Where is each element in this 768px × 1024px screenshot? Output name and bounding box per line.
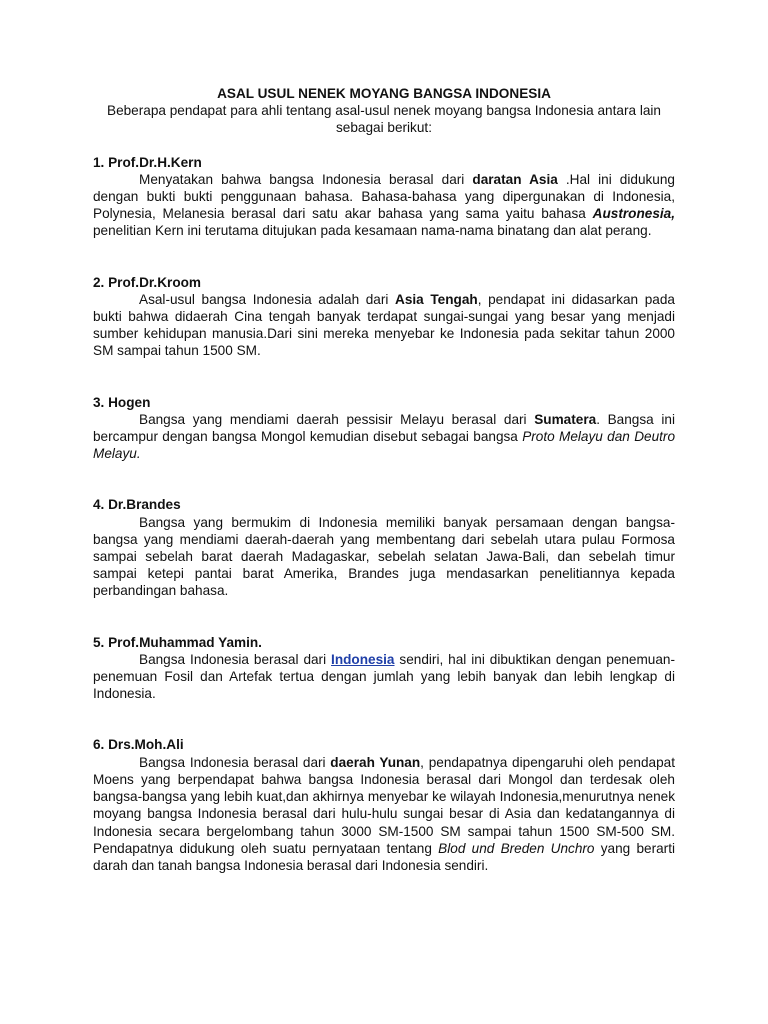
section-heading: 2. Prof.Dr.Kroom <box>93 274 202 290</box>
text-run: . Bangsa ini bercampur dengan bangsa Mongol kemudian disebut sebagai bangsa <box>93 411 675 445</box>
section-brandes <box>93 496 675 599</box>
text-run: penelitian Kern ini terutama ditujukan pada kesamaan nama-nama binatang dan alat perang. <box>93 223 652 239</box>
section-kern <box>93 154 675 240</box>
section-paragraph <box>93 171 675 240</box>
section-heading: 1. Prof.Dr.H.Kern <box>93 154 202 170</box>
section-yamin <box>93 634 675 703</box>
text-run: Menyatakan bahwa bangsa Indonesia berasal dari <box>139 171 473 187</box>
text-run: Bangsa Indonesia berasal dari <box>139 754 331 770</box>
text-run: yang berarti darah dan tanah bangsa Indonesia berasal dari Indonesia sendiri. <box>93 840 676 873</box>
section-paragraph <box>93 291 675 360</box>
section-moh-ali <box>93 736 675 874</box>
section-paragraph <box>93 411 675 463</box>
text-run: Bangsa yang mendiami daerah pessisir Melayu berasal dari <box>139 411 535 427</box>
section-hogen <box>93 394 675 463</box>
section-paragraph <box>93 651 675 703</box>
section-heading: 6. Drs.Moh.Ali <box>93 737 184 753</box>
text-run: .Hal ini didukung dengan bukti bukti penggunaan bahasa. Bahasa-bahasa yang dipergunakan di Indonesia, Polynesia, Melanesia berasal dari satu akar bahasa yang sama yaitu bahasa <box>93 171 675 222</box>
text-run: , pendapatnya dipengaruhi oleh pendapat Moens yang berpendapat bahwa bangsa Indonesia berasal dari Mongol dan terdesak oleh bangsa-bangsa yang lebih kuat,dan akhirnya menyebar ke wilayah Indonesia,menurutnya nenek moyang bangsa Indonesia berasal dari hulu-hulu sungai besar di Asia dan kedatangannya di Indonesia secara bergelombang tahun 3000 SM-1500 SM sampai tahun 1500 SM-500 SM. Pendapatnya didukung oleh suatu pernyataan tentang <box>93 754 675 856</box>
indonesia-link[interactable]: Indonesia <box>331 651 395 667</box>
bold-italic-term: Austronesia, <box>592 206 675 222</box>
bold-term: Asia Tengah <box>395 291 478 307</box>
text-run: sendiri, hal ini dibuktikan dengan penemuan-penemuan Fosil dan Artefak tertua dengan jumlah yang lebih banyak dan lebih lengkap di Indonesia. <box>93 651 675 702</box>
italic-term: Proto Melayu dan Deutro Melayu. <box>93 429 676 462</box>
italic-term: Blod und Breden Unchro <box>438 840 595 856</box>
bold-term: Sumatera <box>534 411 597 427</box>
section-paragraph: Bangsa yang bermukim di Indonesia memiliki banyak persamaan dengan bangsa-bangsa yang mendiami daerah-daerah yang membentang dari sebelah utara pulau Formosa sampai sebelah barat daerah Madagaskar, sebelah selatan Jawa-Bali, dan sebelah timur sampai ketepi pantai barat Amerika, Brandes juga mendasarkan penelitiannya kepada perbandingan bahasa. <box>93 514 675 599</box>
section-paragraph <box>93 754 675 874</box>
bold-term: daratan Asia <box>472 171 558 187</box>
text-run: Bangsa Indonesia berasal dari <box>139 651 332 667</box>
section-kroom <box>93 274 675 360</box>
document-body <box>93 85 675 874</box>
text-run: Asal-usul bangsa Indonesia adalah dari <box>139 291 396 307</box>
section-heading: 5. Prof.Muhammad Yamin. <box>93 634 262 650</box>
document-title: ASAL USUL NENEK MOYANG BANGSA INDONESIA <box>217 86 551 101</box>
intro-paragraph: Beberapa pendapat para ahli tentang asal-usul nenek moyang bangsa Indonesia antara lain sebagai berikut: <box>107 103 661 136</box>
section-heading: 4. Dr.Brandes <box>93 497 181 513</box>
section-heading: 3. Hogen <box>93 394 151 410</box>
text-run: , pendapat ini didasarkan pada bukti bahwa didaerah Cina tengah banyak terdapat sungai-sungai yang besar yang menjadi sumber kehidupan manusia.Dari sini mereka menyebar ke Indonesia pada sekitar tahun 2000 SM sampai tahun 1500 SM. <box>93 291 675 359</box>
bold-term: daerah Yunan <box>330 754 421 770</box>
